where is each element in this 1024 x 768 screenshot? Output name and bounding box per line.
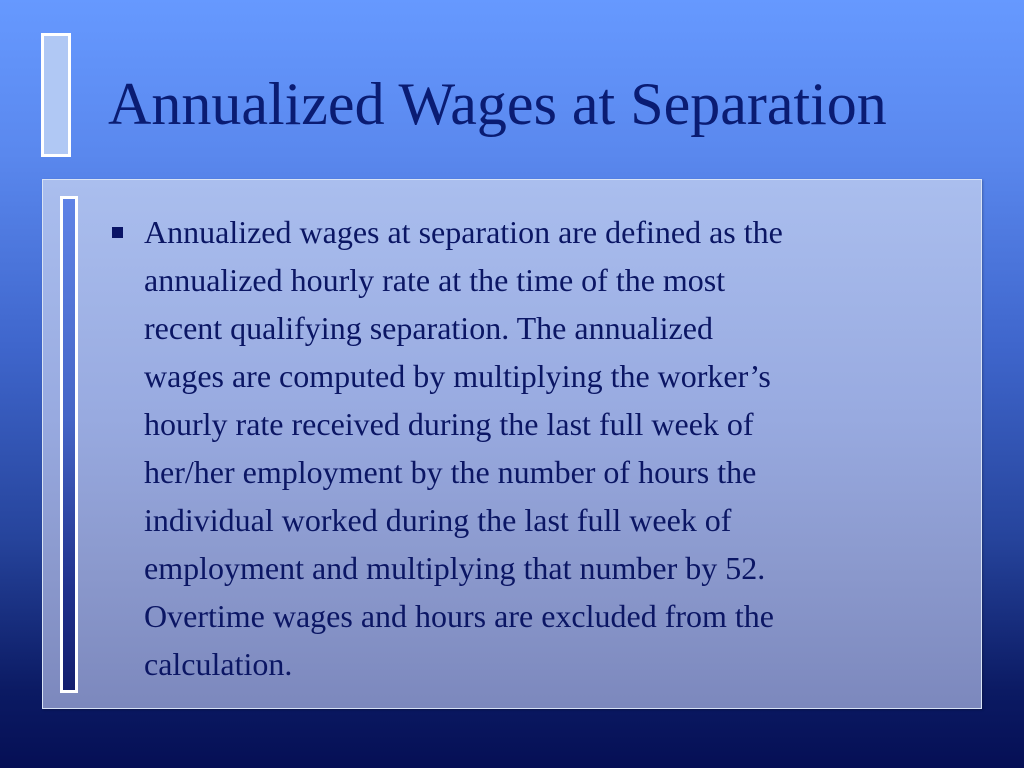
title-accent-bar [41,33,71,157]
slide-title: Annualized Wages at Separation [108,71,887,137]
content-box [42,179,982,709]
square-bullet-icon [112,227,123,238]
bullet-text: Annualized wages at separation are defined as the annualized hourly rate at the time of the most recent qualifying separation. The annualized wages are computed by multiplying the worker’s hourly rate received during the last full week of her/her employment by the number of hours the individual worked during the last full week of employment and multiplying that number by 52. Overtime wages and hours are excluded from the calculation. [144,214,783,682]
content-accent-bar [60,196,78,693]
